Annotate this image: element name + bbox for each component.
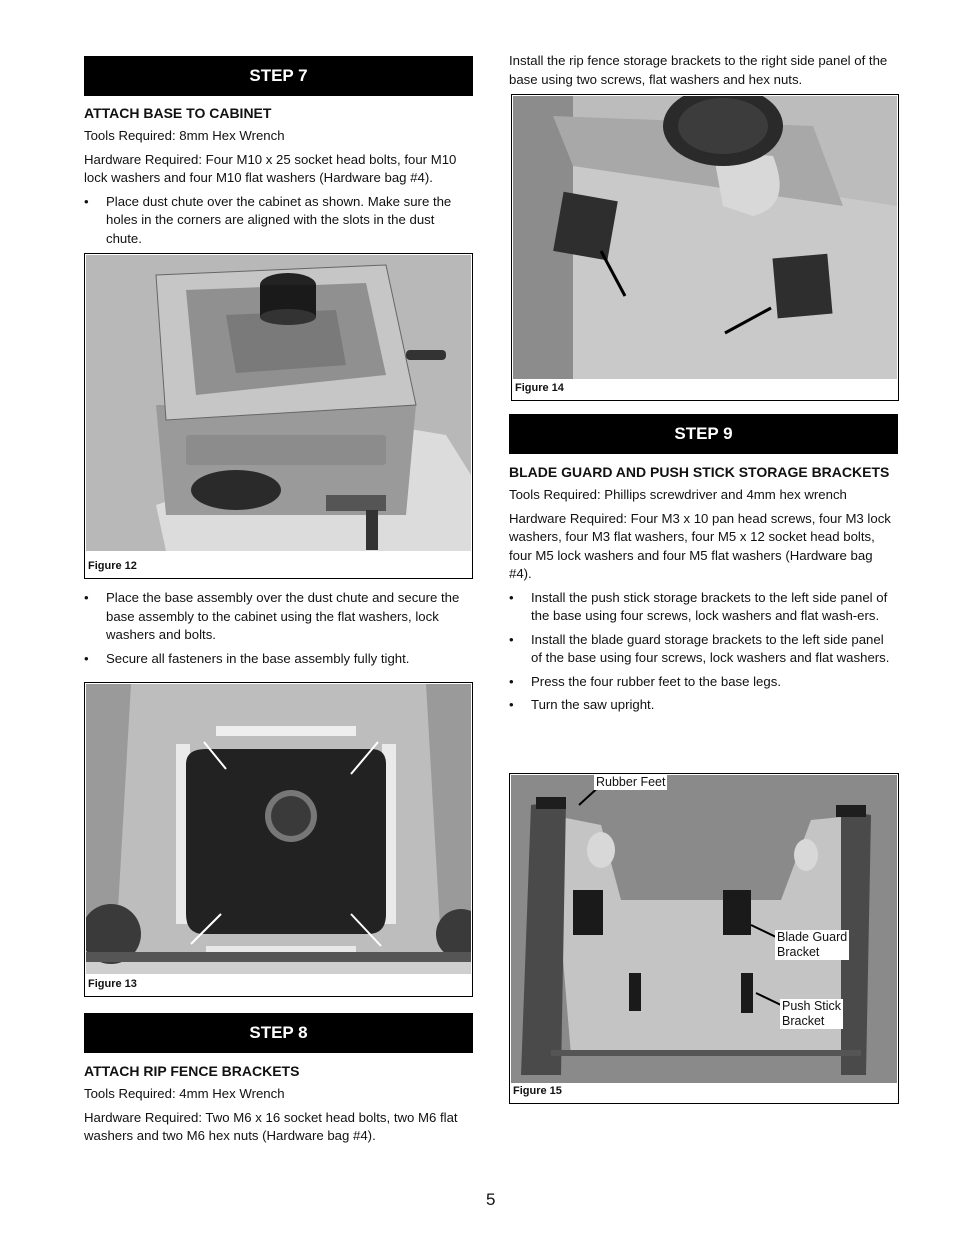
blade-guard-callout — [775, 930, 849, 960]
step8-install-section — [509, 52, 898, 89]
figure-13-photo — [86, 684, 471, 974]
step9-bullet2: • Install the blade guard storage brackets to the left side panel of the base using four screws, lock washers and flat washers. — [509, 631, 898, 668]
step7-bullet3: • Secure all fasteners in the base assembly fully tight. — [84, 650, 473, 669]
step7-section-b — [84, 589, 473, 668]
figure-14-photo — [513, 96, 897, 379]
step9-bullet1: • Install the push stick storage brackets to the left side panel of the base using four screws, lock washers and flat wash-ers. — [509, 589, 898, 626]
figure-15-photo — [511, 775, 897, 1083]
blade-guard-label-1: Blade Guard — [777, 930, 848, 944]
step9-section — [509, 414, 898, 715]
step8-tools: Tools Required: 4mm Hex Wrench — [84, 1086, 285, 1101]
push-stick-label-2: Bracket — [782, 1014, 825, 1028]
step8-section — [84, 1013, 473, 1146]
step9-bullet3: • Press the four rubber feet to the base legs. — [509, 673, 898, 692]
step7-bullets-a — [84, 193, 473, 249]
rubber-feet-label: Rubber Feet — [596, 775, 666, 789]
step9-bullet4: • Turn the saw upright. — [509, 696, 898, 715]
step8-heading: ATTACH RIP FENCE BRACKETS — [84, 1063, 300, 1079]
figure-12-photo — [86, 255, 471, 551]
step9-tools: Tools Required: Phillips screwdriver and 4mm hex wrench — [509, 487, 847, 502]
figure-14 — [511, 94, 899, 401]
step7-bullets-b — [84, 589, 473, 668]
figure-13 — [84, 682, 473, 997]
figure-15 — [509, 773, 899, 1104]
blade-guard-label-2: Bracket — [777, 945, 820, 959]
figure-12-caption: Figure 12 — [88, 560, 137, 572]
step8-install: Install the rip fence storage brackets to the right side panel of the base using two screws, flat washers and hex nuts. — [509, 53, 888, 87]
push-stick-callout — [780, 999, 843, 1029]
step7-hardware: Hardware Required: Four M10 x 25 socket head bolts, four M10 lock washers and four M10 flat washers (Hardware bag #4). — [84, 151, 457, 185]
step7-tools: Tools Required: 8mm Hex Wrench — [84, 128, 285, 143]
figure-12 — [84, 253, 473, 579]
figure-15-caption: Figure 15 — [513, 1085, 562, 1097]
step9-title: STEP 9 — [509, 414, 898, 454]
step7-heading: ATTACH BASE TO CABINET — [84, 105, 272, 121]
push-stick-label-1: Push Stick — [782, 999, 842, 1013]
step9-heading: BLADE GUARD AND PUSH STICK STORAGE BRACKETS — [509, 464, 890, 480]
rubber-feet-callout — [594, 775, 667, 790]
page-number: 5 — [486, 1190, 496, 1209]
step8-title: STEP 8 — [84, 1013, 473, 1053]
step7-title: STEP 7 — [84, 56, 473, 96]
figure-13-caption: Figure 13 — [88, 978, 137, 990]
figure-14-caption: Figure 14 — [515, 382, 564, 394]
step9-hardware: Hardware Required: Four M3 x 10 pan head screws, four M3 lock washers, four M3 flat washers, four M5 x 12 socket head bolts, four M5 lock washers and four M5 flat washers (Hardware bag #4). — [509, 510, 891, 581]
step9-bullets — [509, 589, 898, 715]
step7-section — [84, 56, 473, 248]
step7-bullet2: • Place the base assembly over the dust chute and secure the base assembly to the cabinet using the flat washers, lock washers and bolts. — [84, 589, 473, 645]
step8-hardware: Hardware Required: Two M6 x 16 socket head bolts, two M6 flat washers and two M6 hex nuts (Hardware bag #4). — [84, 1109, 458, 1143]
step7-bullet1: • Place dust chute over the cabinet as shown. Make sure the holes in the corners are aligned with the slots in the dust chute. — [84, 193, 473, 249]
